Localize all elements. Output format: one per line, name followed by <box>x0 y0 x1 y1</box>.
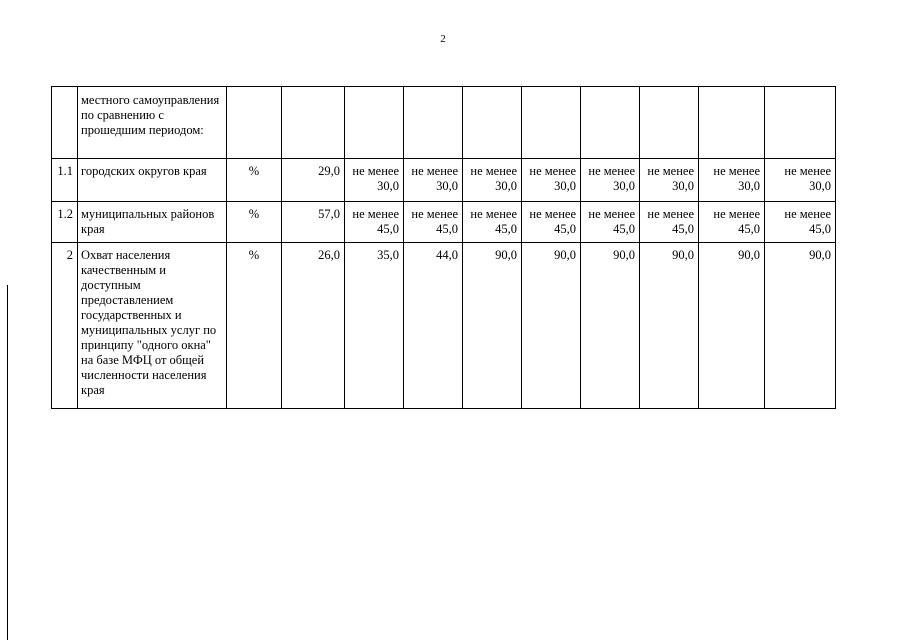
value-number: 30,0 <box>495 179 517 193</box>
indicator-name: муниципальных районов края <box>78 202 227 243</box>
value-cell <box>522 202 581 243</box>
value-cell <box>522 87 581 159</box>
value-qualifier: не менее <box>529 164 576 178</box>
value-cell: 90,0 <box>765 243 836 409</box>
value-cell: 90,0 <box>581 243 640 409</box>
value-qualifier: не менее <box>352 207 399 221</box>
value-cell <box>345 87 404 159</box>
value-number: 45,0 <box>672 222 694 236</box>
value-cell <box>404 202 463 243</box>
value-number: 30,0 <box>554 179 576 193</box>
value-number: 30,0 <box>436 179 458 193</box>
value-cell <box>765 87 836 159</box>
table-row <box>52 243 836 409</box>
value-cell: 35,0 <box>345 243 404 409</box>
value-cell: 90,0 <box>640 243 699 409</box>
value-qualifier: не менее <box>470 164 517 178</box>
value-number: 45,0 <box>377 222 399 236</box>
value-cell <box>404 159 463 202</box>
table-row <box>52 87 836 159</box>
value-qualifier: не менее <box>352 164 399 178</box>
value-number: 30,0 <box>809 179 831 193</box>
value-qualifier: не менее <box>784 164 831 178</box>
unit-cell: % <box>227 243 282 409</box>
value-qualifier: не менее <box>588 164 635 178</box>
value-cell <box>699 159 765 202</box>
value-number: 30,0 <box>377 179 399 193</box>
value-cell <box>463 202 522 243</box>
value-qualifier: не менее <box>411 207 458 221</box>
value-cell <box>699 202 765 243</box>
value-cell <box>404 87 463 159</box>
value-qualifier: не менее <box>784 207 831 221</box>
value-cell <box>345 159 404 202</box>
value-number: 30,0 <box>672 179 694 193</box>
value-number: 45,0 <box>495 222 517 236</box>
base-value <box>282 87 345 159</box>
base-value: 26,0 <box>282 243 345 409</box>
unit-cell <box>227 87 282 159</box>
value-cell <box>581 87 640 159</box>
base-value: 57,0 <box>282 202 345 243</box>
value-cell: 90,0 <box>522 243 581 409</box>
value-qualifier: не менее <box>411 164 458 178</box>
value-qualifier: не менее <box>588 207 635 221</box>
value-cell <box>463 159 522 202</box>
indicator-name: местного самоуправления по сравнению с прошедшим периодом: <box>78 87 227 159</box>
row-number: 1.1 <box>52 159 78 202</box>
value-cell <box>765 159 836 202</box>
value-cell <box>640 159 699 202</box>
value-cell: 44,0 <box>404 243 463 409</box>
value-qualifier: не менее <box>470 207 517 221</box>
value-qualifier: не менее <box>713 207 760 221</box>
margin-line <box>7 285 8 640</box>
value-cell <box>640 87 699 159</box>
value-qualifier: не менее <box>647 207 694 221</box>
page-number: 2 <box>440 33 446 45</box>
value-cell <box>699 87 765 159</box>
value-qualifier: не менее <box>529 207 576 221</box>
table-row <box>52 202 836 243</box>
table-row <box>52 159 836 202</box>
value-number: 45,0 <box>613 222 635 236</box>
indicator-name: городских округов края <box>78 159 227 202</box>
base-value: 29,0 <box>282 159 345 202</box>
indicator-name: Охват населения качественным и доступным предоставлением государственных и муниципальных услуг по принципу "одного окна" на базе МФЦ от общей численности населения края <box>78 243 227 409</box>
value-cell: 90,0 <box>463 243 522 409</box>
value-number: 30,0 <box>613 179 635 193</box>
value-qualifier: не менее <box>713 164 760 178</box>
value-number: 45,0 <box>436 222 458 236</box>
value-qualifier: не менее <box>647 164 694 178</box>
value-number: 45,0 <box>554 222 576 236</box>
unit-cell: % <box>227 202 282 243</box>
row-number: 2 <box>52 243 78 409</box>
value-cell <box>640 202 699 243</box>
value-cell: 90,0 <box>699 243 765 409</box>
indicator-table <box>51 86 836 409</box>
value-cell <box>765 202 836 243</box>
value-cell <box>463 87 522 159</box>
value-number: 45,0 <box>809 222 831 236</box>
value-cell <box>345 202 404 243</box>
unit-cell: % <box>227 159 282 202</box>
value-number: 30,0 <box>738 179 760 193</box>
value-number: 45,0 <box>738 222 760 236</box>
value-cell <box>581 202 640 243</box>
value-cell <box>581 159 640 202</box>
row-number <box>52 87 78 159</box>
value-cell <box>522 159 581 202</box>
row-number: 1.2 <box>52 202 78 243</box>
